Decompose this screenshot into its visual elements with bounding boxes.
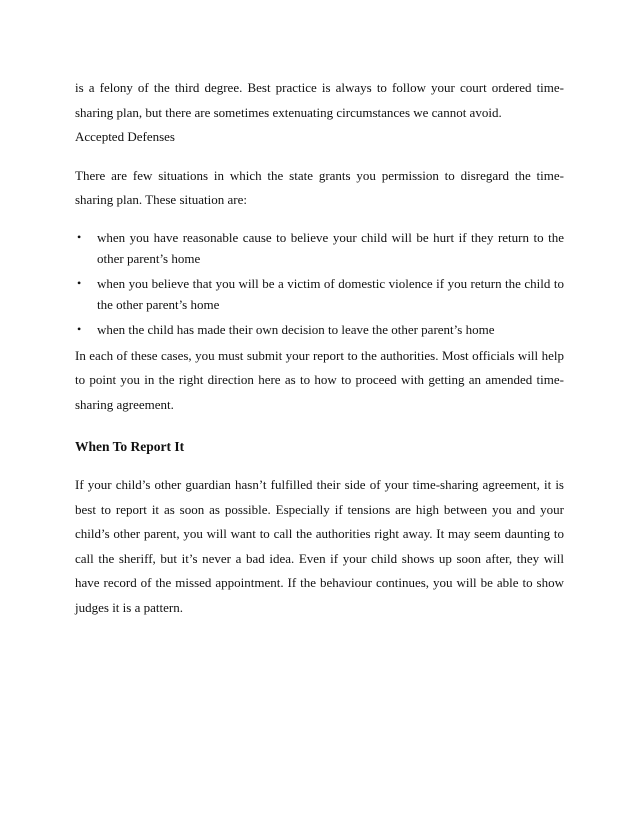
when-paragraph: If your child’s other guardian hasn’t fulfilled their side of your time-sharing agreement, it is best to report it as soon as possible. Especially if tensions are high between you and your child’s other parent, you will want to call the authorities right away. It may seem daunting to call the sheriff, but it’s never a bad idea. Even if your child shows up soon after, they will have record of the missed appointment. If the behaviour continues, you will be able to show judges it is a pattern. bbox=[75, 477, 564, 615]
bullet-icon: • bbox=[77, 321, 82, 336]
defenses-list bbox=[75, 227, 564, 340]
list-item-text: when you have reasonable cause to believe your child will be hurt if they return to the other parent’s home bbox=[97, 229, 564, 266]
intro-paragraph: is a felony of the third degree. Best practice is always to follow your court ordered time-sharing plan, but there are sometimes extenuating circumstances we cannot avoid. bbox=[75, 80, 564, 120]
list-item-text: when you believe that you will be a victim of domestic violence if you return the child to the other parent’s home bbox=[97, 275, 564, 312]
list-item bbox=[75, 227, 564, 269]
list-item bbox=[75, 319, 564, 340]
list-item bbox=[75, 273, 564, 315]
section-heading: When To Report It bbox=[75, 439, 185, 454]
accepted-defenses-label: Accepted Defenses bbox=[75, 129, 175, 144]
list-item-text: when the child has made their own decision to leave the other parent’s home bbox=[97, 321, 495, 337]
bullet-icon: • bbox=[77, 275, 82, 290]
bullet-icon: • bbox=[77, 229, 82, 244]
defenses-paragraph: There are few situations in which the state grants you permission to disregard the time-sharing plan. These situation are: bbox=[75, 167, 564, 207]
document-page bbox=[75, 76, 564, 620]
report-paragraph: In each of these cases, you must submit your report to the authorities. Most officials will help to point you in the right direction here as to how to proceed with getting an amended time-sharing agreement. bbox=[75, 347, 564, 412]
